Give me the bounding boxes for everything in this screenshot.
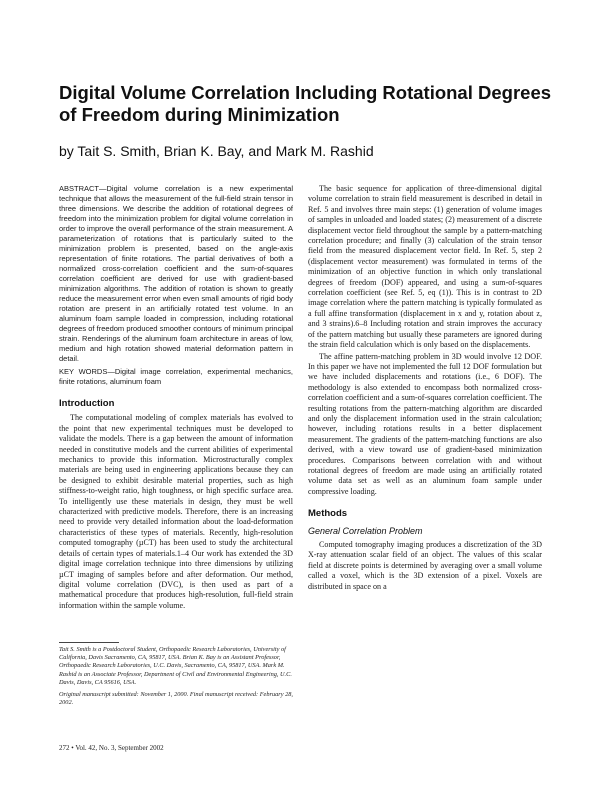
introduction-paragraph: The basic sequence for application of three-dimensional digital volume correlation to strain field measurement is described in detail in Ref. 5 and involves three main steps: (1) generation of volume images of samples in unloaded and loaded states; (2) measurement of a discrete displacement vector field throughout the sample by a pattern-matching correlation procedure; and finally (3) calculation of the strain tensor field from the measured displacement vector field. In Ref. 5, step 2 (displacement vector measurement) was formulated in terms of the minimization of an objective function in which only translational degrees of freedom (DOF) appeared, and using a sum-of-squares correlation coefficient (see Ref. 5, eq (1)). This is in contrast to 2D image correlation where the pattern matching is typically formulated as a full affine transformation (displacement in x and y, rotation about z, and 3 strains).6–8 Including rotation and strain improves the accuracy of the pattern matching but usually these parameters are ignored during the strain field calculation which is only based on the displacements. <box>308 184 542 350</box>
author-affiliation-footnote: Tait S. Smith is a Postdoctoral Student, Orthopaedic Research Laboratories, University of California, Davis Sacramento, CA, 95817, USA. Brian K. Bay is an Assistant Professor, Orthopaedic Research Laboratories, U.C. Davis, Sacramento, CA, 95817, USA. Mark M. Rashid is an Associate Professor, Department of Civil and Environmental Engineering, U.C. Davis, Davis, CA 95616, USA. <box>59 646 292 686</box>
introduction-heading: Introduction <box>59 398 115 409</box>
page-footer: 272 • Vol. 42, No. 3, September 2002 <box>59 744 164 752</box>
footnote-divider <box>59 642 119 643</box>
subsection-heading: General Correlation Problem <box>308 525 423 536</box>
methods-paragraph: Computed tomography imaging produces a discretization of the 3D X-ray attenuation scalar field of an object. The values of this scalar field at discrete points is determined by averaging over a small volume called a voxel, which is the 3D extension of a pixel. Voxels are distributed in space on a <box>308 540 542 591</box>
methods-heading: Methods <box>308 508 348 520</box>
manuscript-dates-footnote: Original manuscript submitted: November 1, 2000. Final manuscript received: February 28, 2002. <box>59 691 293 707</box>
introduction-paragraph: The computational modeling of complex materials has evolved to the point that new experimental techniques must be developed to validate the models. There is a gap between the amount of information needed in constitutive models and the current abilities of experimental mechanics to provide this information. Microstructurally complex materials are being used in engineering applications because they can be designed to exhibit desirable material properties, such as high stiffness-to-weight ratio, high toughness, or high specific surface area. To intelligently use these materials in design, they must be well characterized with predictive models. Therefore, there is an increasing need to provide very detailed information about the load-deformation characteristics of these types of materials. Recently, high-resolution computed tomography (µCT) has been used to study the architectural details of certain types of materials.1–4 Our work has extended the 3D digital image correlation technique into three dimensions by utilizing µCT imaging of samples before and after deformation. Our method, digital volume correlation (DVC), is then used as part of a mathematical procedure that produces high-resolution, full-field strain information within the sample volume. <box>59 413 293 610</box>
author-list: by Tait S. Smith, Brian K. Bay, and Mark M. Rashid <box>59 143 374 159</box>
abstract: ABSTRACT—Digital volume correlation is a new experimental technique that allows the measurement of the full-field strain tensor in three dimensions. We describe the addition of rotational degrees of freedom into the minimization problem for digital volume correlation in order to improve the overall performance of the strain measurement. A parameterization of rotations that is particularly suited to the minimization problem is presented, based on the angle-axis representation of finite rotations. The partial derivatives of both a normalized cross-correlation coefficient and the sum-of-squares correlation coefficient are derived for use with gradient-based minimization algorithms. The addition of rotation is shown to greatly reduce the measurement error when even small amounts of rigid body rotation are present in an artificially rotated test volume. In an aluminum foam sample loaded in compression, including rotational degrees of freedom produced smoother contours of minimum principal strain. Renderings of the aluminum foam architecture in areas of low, medium and high rotation showed material deformation pattern in detail. <box>59 184 293 363</box>
keywords: KEY WORDS—Digital image correlation, experimental mechanics, finite rotations, aluminum foam <box>59 367 293 386</box>
footnotes <box>59 646 293 711</box>
introduction-paragraph: The affine pattern-matching problem in 3D would involve 12 DOF. In this paper we have not implemented the full 12 DOF formulation but we have included displacements and rotations (i.e., 6 DOF). The methodology is also extended to encompass both normalized cross-correlation coefficient and a sum-of-squares correlation coefficient. The resulting rotations from the pattern-matching algorithm are discarded and only the displacement information used in the strain calculation; however, including rotations results in a better displacement measurement. The gradients of the pattern-matching functions are also derived, with a view toward use of gradient-based minimization procedures. Comparisons between correlation with and without rotational degrees of freedom are made using an artificially rotated volume data set as well as an aluminum foam sample under compressive loading. <box>308 351 542 496</box>
right-column <box>308 184 542 593</box>
paper-title: Digital Volume Correlation Including Rotational Degrees of Freedom during Minimization <box>59 82 552 125</box>
left-column <box>59 184 293 612</box>
